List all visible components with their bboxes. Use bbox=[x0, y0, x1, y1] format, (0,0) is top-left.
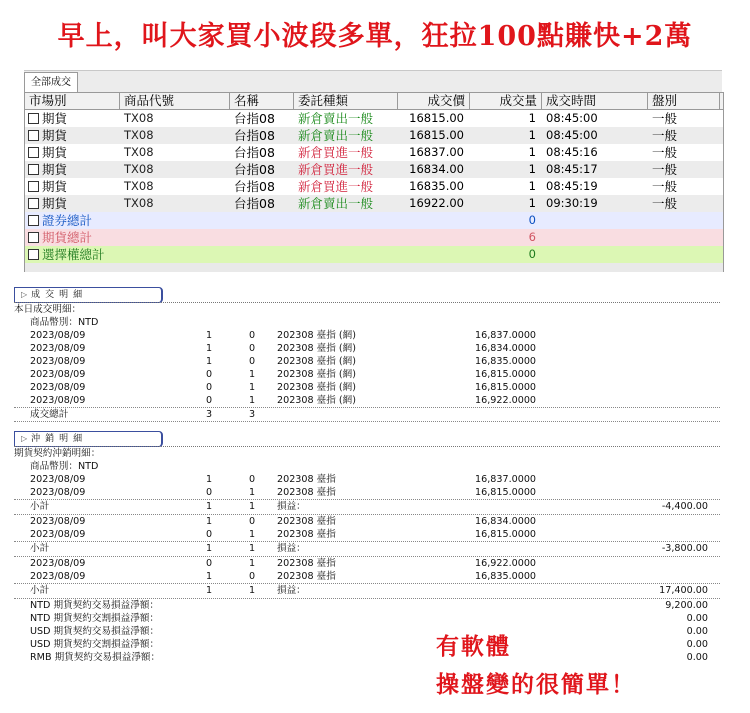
row-date: 2023/08/09 bbox=[30, 516, 86, 527]
summary-value: 9,200.00 bbox=[665, 600, 708, 611]
pl-value: 17,400.00 bbox=[659, 585, 708, 596]
cell-code: TX08 bbox=[124, 111, 154, 125]
section-deals-header bbox=[14, 287, 720, 303]
row-long-qty: 0 bbox=[206, 558, 213, 569]
row-short-qty: 1 bbox=[249, 369, 256, 380]
statement-report bbox=[14, 287, 720, 664]
row-short-qty: 0 bbox=[249, 343, 256, 354]
row-long-qty: 1 bbox=[206, 516, 213, 527]
cell-code: TX08 bbox=[124, 145, 154, 159]
row-price: 16,815.0000 bbox=[475, 529, 537, 540]
cell-price: 16815.00 bbox=[409, 128, 464, 142]
list-item bbox=[14, 515, 720, 528]
subtotal-short: 1 bbox=[249, 585, 256, 596]
total-row[interactable] bbox=[25, 246, 723, 263]
list-item bbox=[14, 473, 720, 486]
row-date: 2023/08/09 bbox=[30, 474, 86, 485]
list-item bbox=[14, 329, 720, 342]
row-short-qty: 1 bbox=[249, 558, 256, 569]
section-offset-title: 沖銷明細 bbox=[31, 434, 88, 444]
cell-market-text: 期貨 bbox=[42, 145, 68, 160]
subtotal-short: 1 bbox=[249, 501, 256, 512]
table-row[interactable] bbox=[25, 127, 723, 144]
row-checkbox[interactable] bbox=[28, 181, 39, 192]
cell-name: 台指08 bbox=[234, 145, 275, 160]
row-date: 2023/08/09 bbox=[30, 382, 86, 393]
pl-value: -4,400.00 bbox=[661, 501, 708, 512]
cell-order-type: 新倉賣出一般 bbox=[298, 111, 374, 126]
summary-label: USD 期貨契約交易損益淨額： bbox=[30, 626, 160, 637]
row-item: 202308 臺指 bbox=[277, 516, 336, 527]
cell-name: 台指08 bbox=[234, 128, 275, 143]
row-long-qty: 1 bbox=[206, 343, 213, 354]
col-qty[interactable]: 成交量 bbox=[470, 93, 542, 109]
cell-price: 16835.00 bbox=[409, 179, 464, 193]
row-price: 16,835.0000 bbox=[475, 356, 537, 367]
offset-header-label: 期貨契約沖銷明細： bbox=[14, 448, 101, 459]
cell-qty: 1 bbox=[528, 162, 536, 176]
summary-label: RMB 期貨契約交易損益淨額： bbox=[30, 652, 161, 663]
summary-value: 0.00 bbox=[686, 626, 708, 637]
cell-price: 16922.00 bbox=[409, 196, 464, 210]
cell-order-type: 新倉買進一般 bbox=[298, 179, 374, 194]
cell-market bbox=[25, 161, 120, 178]
summary-value: 0.00 bbox=[686, 639, 708, 650]
row-price: 16,837.0000 bbox=[475, 474, 537, 485]
row-short-qty: 0 bbox=[249, 516, 256, 527]
row-short-qty: 1 bbox=[249, 382, 256, 393]
row-long-qty: 0 bbox=[206, 529, 213, 540]
cell-code: TX08 bbox=[124, 179, 154, 193]
cell-session: 一般 bbox=[652, 196, 678, 211]
subtotal-row bbox=[14, 500, 720, 515]
cell-time: 08:45:17 bbox=[546, 162, 598, 176]
col-time[interactable]: 成交時間 bbox=[542, 93, 648, 109]
row-price: 16,815.0000 bbox=[475, 487, 537, 498]
row-price: 16,837.0000 bbox=[475, 330, 537, 341]
cell-time: 08:45:00 bbox=[546, 111, 598, 125]
col-name[interactable]: 名稱 bbox=[230, 93, 294, 109]
list-item bbox=[14, 368, 720, 381]
overlay-line-2: 操盤變的很簡單！ bbox=[436, 671, 636, 698]
cell-price: 16837.00 bbox=[409, 145, 464, 159]
row-price: 16,815.0000 bbox=[475, 369, 537, 380]
row-item: 202308 臺指 bbox=[277, 487, 336, 498]
row-item: 202308 臺指 (網) bbox=[277, 330, 356, 341]
list-item bbox=[14, 570, 720, 584]
total-value: 6 bbox=[528, 230, 536, 244]
row-item: 202308 臺指 (網) bbox=[277, 369, 356, 380]
cell-qty: 1 bbox=[528, 179, 536, 193]
offset-currency-label: 商品幣別：NTD bbox=[30, 461, 99, 472]
cell-code: TX08 bbox=[124, 128, 154, 142]
row-checkbox[interactable] bbox=[28, 113, 39, 124]
table-row[interactable] bbox=[25, 195, 723, 212]
total-value: 0 bbox=[528, 247, 536, 261]
row-checkbox[interactable] bbox=[28, 164, 39, 175]
cell-market-text: 期貨 bbox=[42, 162, 68, 177]
cell-session: 一般 bbox=[652, 128, 678, 143]
cell-market-text: 期貨 bbox=[42, 111, 68, 126]
list-item bbox=[14, 394, 720, 408]
subtotal-short: 1 bbox=[249, 543, 256, 554]
cell-price: 16815.00 bbox=[409, 111, 464, 125]
cell-name: 台指08 bbox=[234, 179, 275, 194]
total-row[interactable] bbox=[25, 212, 723, 229]
row-long-qty: 0 bbox=[206, 369, 213, 380]
tab-all-deals[interactable]: 全部成交 bbox=[24, 72, 78, 93]
section-offset-title-box[interactable] bbox=[14, 431, 163, 447]
cell-order-type: 新倉買進一般 bbox=[298, 162, 374, 177]
row-checkbox[interactable] bbox=[28, 147, 39, 158]
row-item: 202308 臺指 (網) bbox=[277, 382, 356, 393]
subtotal-label: 小計 bbox=[30, 543, 50, 554]
total-label-cell bbox=[25, 229, 225, 246]
row-item: 202308 臺指 bbox=[277, 558, 336, 569]
col-code[interactable]: 商品代號 bbox=[120, 93, 230, 109]
row-long-qty: 1 bbox=[206, 571, 213, 582]
row-long-qty: 0 bbox=[206, 487, 213, 498]
overlay-text bbox=[436, 628, 636, 704]
cell-time: 08:45:00 bbox=[546, 128, 598, 142]
row-short-qty: 0 bbox=[249, 356, 256, 367]
row-item: 202308 臺指 bbox=[277, 474, 336, 485]
pl-label: 損益： bbox=[277, 585, 306, 596]
row-price: 16,815.0000 bbox=[475, 382, 537, 393]
row-price: 16,835.0000 bbox=[475, 571, 537, 582]
row-checkbox[interactable] bbox=[28, 198, 39, 209]
expand-arrow-icon: ▷ bbox=[21, 290, 28, 299]
subtotal-row bbox=[14, 584, 720, 599]
total-value: 0 bbox=[528, 213, 536, 227]
row-price: 16,834.0000 bbox=[475, 516, 537, 527]
cell-market bbox=[25, 195, 120, 212]
cell-session: 一般 bbox=[652, 145, 678, 160]
row-item: 202308 臺指 (網) bbox=[277, 395, 356, 406]
table-row[interactable] bbox=[25, 144, 723, 161]
row-short-qty: 1 bbox=[249, 529, 256, 540]
section-deals-title: 成交明細 bbox=[31, 290, 88, 300]
cell-market bbox=[25, 110, 120, 127]
headline-text: 早上，叫大家買小波段多單，狂拉100點賺快+2萬 bbox=[57, 21, 693, 52]
table-row[interactable] bbox=[25, 178, 723, 195]
table-row[interactable] bbox=[25, 161, 723, 178]
row-date: 2023/08/09 bbox=[30, 487, 86, 498]
row-long-qty: 1 bbox=[206, 356, 213, 367]
cell-session: 一般 bbox=[652, 179, 678, 194]
row-item: 202308 臺指 bbox=[277, 529, 336, 540]
col-order-type[interactable]: 委託種類 bbox=[294, 93, 398, 109]
cell-price: 16834.00 bbox=[409, 162, 464, 176]
cell-qty: 1 bbox=[528, 145, 536, 159]
total-row[interactable] bbox=[25, 229, 723, 246]
tab-bar bbox=[24, 70, 722, 93]
cell-time: 08:45:19 bbox=[546, 179, 598, 193]
cell-qty: 1 bbox=[528, 111, 536, 125]
pl-label: 損益： bbox=[277, 501, 306, 512]
row-short-qty: 0 bbox=[249, 474, 256, 485]
total-label: 證券總計 bbox=[42, 213, 93, 228]
grid-filler bbox=[25, 263, 723, 272]
list-item bbox=[14, 528, 720, 542]
cell-qty: 1 bbox=[528, 128, 536, 142]
row-checkbox[interactable] bbox=[28, 215, 39, 226]
list-item bbox=[14, 381, 720, 394]
grid-header bbox=[25, 93, 723, 110]
pl-value: -3,800.00 bbox=[661, 543, 708, 554]
list-item bbox=[14, 342, 720, 355]
total-label-cell bbox=[25, 212, 225, 229]
list-item bbox=[14, 355, 720, 368]
deals-total-label: 成交總計 bbox=[30, 409, 69, 420]
row-price: 16,834.0000 bbox=[475, 343, 537, 354]
row-checkbox[interactable] bbox=[28, 130, 39, 141]
summary-label: USD 期貨契約交割損益淨額： bbox=[30, 639, 160, 650]
row-long-qty: 0 bbox=[206, 382, 213, 393]
pl-label: 損益： bbox=[277, 543, 306, 554]
row-price: 16,922.0000 bbox=[475, 395, 537, 406]
row-short-qty: 0 bbox=[249, 330, 256, 341]
cell-market bbox=[25, 144, 120, 161]
col-market[interactable]: 市場別 bbox=[25, 93, 120, 109]
row-long-qty: 1 bbox=[206, 474, 213, 485]
row-checkbox[interactable] bbox=[28, 232, 39, 243]
cell-name: 台指08 bbox=[234, 111, 275, 126]
cell-qty: 1 bbox=[528, 196, 536, 210]
cell-session: 一般 bbox=[652, 162, 678, 177]
subtotal-long: 1 bbox=[206, 543, 213, 554]
total-label-cell bbox=[25, 246, 225, 263]
row-date: 2023/08/09 bbox=[30, 343, 86, 354]
cell-market-text: 期貨 bbox=[42, 196, 68, 211]
row-price: 16,922.0000 bbox=[475, 558, 537, 569]
row-item: 202308 臺指 bbox=[277, 571, 336, 582]
subtotal-label: 小計 bbox=[30, 501, 50, 512]
total-label: 選擇權總計 bbox=[42, 247, 105, 262]
col-price[interactable]: 成交價 bbox=[398, 93, 470, 109]
summary-value: 0.00 bbox=[686, 652, 708, 663]
deals-today-label: 本日成交明細： bbox=[14, 304, 82, 315]
section-deals-title-box[interactable] bbox=[14, 287, 163, 303]
row-short-qty: 0 bbox=[249, 571, 256, 582]
deals-currency-label: 商品幣別：NTD bbox=[30, 317, 99, 328]
row-checkbox[interactable] bbox=[28, 249, 39, 260]
summary-label: NTD 期貨契約交易損益淨額： bbox=[30, 600, 160, 611]
row-long-qty: 0 bbox=[206, 395, 213, 406]
row-short-qty: 1 bbox=[249, 487, 256, 498]
cell-name: 台指08 bbox=[234, 162, 275, 177]
row-date: 2023/08/09 bbox=[30, 330, 86, 341]
row-date: 2023/08/09 bbox=[30, 369, 86, 380]
deals-total-b: 3 bbox=[249, 409, 256, 420]
row-long-qty: 1 bbox=[206, 330, 213, 341]
deals-total-row bbox=[14, 408, 720, 422]
deals-total-a: 3 bbox=[206, 409, 213, 420]
row-short-qty: 1 bbox=[249, 395, 256, 406]
row-item: 202308 臺指 (網) bbox=[277, 356, 356, 367]
cell-time: 09:30:19 bbox=[546, 196, 598, 210]
subtotal-row bbox=[14, 542, 720, 557]
cell-market-text: 期貨 bbox=[42, 128, 68, 143]
table-row[interactable] bbox=[25, 110, 723, 127]
cell-code: TX08 bbox=[124, 196, 154, 210]
subtotal-label: 小計 bbox=[30, 585, 50, 596]
row-date: 2023/08/09 bbox=[30, 356, 86, 367]
col-session[interactable]: 盤別 bbox=[648, 93, 720, 109]
summary-label: NTD 期貨契約交割損益淨額： bbox=[30, 613, 160, 624]
section-offset-header bbox=[14, 431, 720, 447]
list-item bbox=[14, 557, 720, 570]
cell-session: 一般 bbox=[652, 111, 678, 126]
cell-code: TX08 bbox=[124, 162, 154, 176]
subtotal-long: 1 bbox=[206, 501, 213, 512]
row-item: 202308 臺指 (網) bbox=[277, 343, 356, 354]
subtotal-long: 1 bbox=[206, 585, 213, 596]
list-item bbox=[14, 486, 720, 500]
cell-order-type: 新倉賣出一般 bbox=[298, 128, 374, 143]
cell-market-text: 期貨 bbox=[42, 179, 68, 194]
row-date: 2023/08/09 bbox=[30, 571, 86, 582]
deals-grid bbox=[24, 92, 724, 272]
cell-market bbox=[25, 127, 120, 144]
cell-name: 台指08 bbox=[234, 196, 275, 211]
total-label: 期貨總計 bbox=[42, 230, 93, 245]
summary-value: 0.00 bbox=[686, 613, 708, 624]
cell-order-type: 新倉賣出一般 bbox=[298, 196, 374, 211]
summary-row bbox=[14, 612, 720, 625]
row-date: 2023/08/09 bbox=[30, 558, 86, 569]
cell-time: 08:45:16 bbox=[546, 145, 598, 159]
overlay-line-1: 有軟體 bbox=[436, 633, 511, 660]
row-date: 2023/08/09 bbox=[30, 529, 86, 540]
expand-arrow-icon: ▷ bbox=[21, 434, 28, 443]
cell-market bbox=[25, 178, 120, 195]
row-date: 2023/08/09 bbox=[30, 395, 86, 406]
cell-order-type: 新倉買進一般 bbox=[298, 145, 374, 160]
summary-row bbox=[14, 599, 720, 612]
